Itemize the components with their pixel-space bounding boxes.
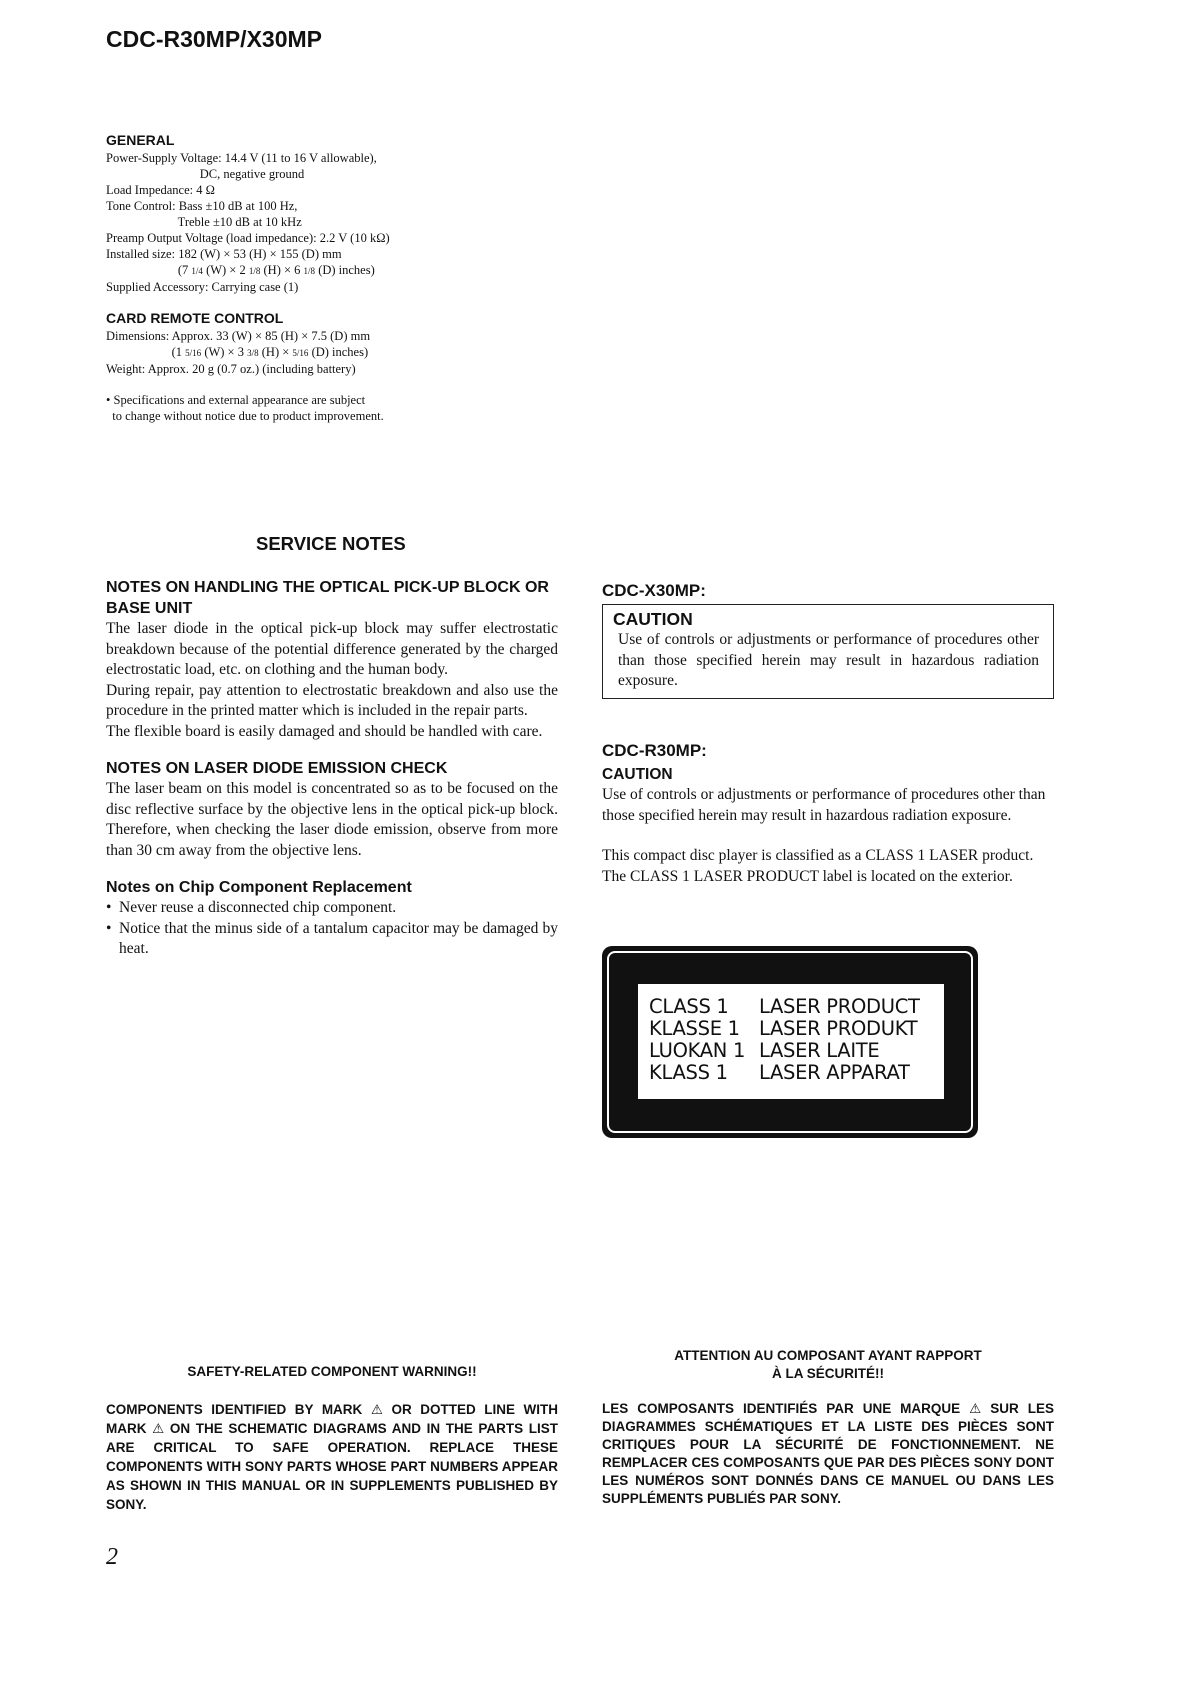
spec-line: Load Impedance: 4 Ω bbox=[106, 183, 215, 197]
spec-accessory: Supplied Accessory: Carrying case (1) bbox=[106, 280, 299, 294]
safety-warning-text bbox=[106, 1400, 558, 1514]
remote-specs bbox=[106, 310, 526, 377]
spec-text: (W) × 2 bbox=[202, 263, 249, 277]
warning-text: ON THE SCHEMATIC DIAGRAMS AND IN THE PARTS LIST ARE CRITICAL TO SAFE OPERATION. REPLACE THESE COMPONENTS WITH SONY PARTS WHOSE PART NUMBERS APPEAR AS SHOWN IN THIS MANUAL OR IN SUPPLEMENTS PUBLISHED BY SONY. bbox=[106, 1421, 558, 1512]
spec-line: Power-Supply Voltage: 14.4 V (11 to 16 V allowable), bbox=[106, 151, 377, 165]
handling-paragraph: The laser diode in the optical pick-up block may suffer electrostatic breakdown because of the potential difference generated by the charged electrostatic load, etc. on clothing and the human body. bbox=[106, 620, 558, 678]
spec-line: Preamp Output Voltage (load impedance): 2.2 V (10 kΩ) bbox=[106, 231, 390, 245]
warning-triangle-icon: ⚠ bbox=[969, 1401, 982, 1416]
spec-weight: Weight: Approx. 20 g (0.7 oz.) (including battery) bbox=[106, 362, 356, 376]
label-row bbox=[649, 1039, 880, 1062]
label-row bbox=[649, 1017, 918, 1040]
spec-text: (H) × bbox=[258, 345, 293, 359]
label-row-right: LASER PRODUCT bbox=[759, 995, 920, 1018]
safety-warning-text-fr bbox=[602, 1400, 1054, 1508]
spec-fraction: 1/8 bbox=[248, 266, 261, 276]
label-row-right: LASER LAITE bbox=[759, 1039, 880, 1062]
service-notes-title: SERVICE NOTES bbox=[256, 533, 406, 554]
spec-text: (D) inches) bbox=[315, 263, 375, 277]
spec-fraction: 1/4 bbox=[191, 266, 203, 276]
r30mp-section bbox=[602, 740, 1054, 887]
handling-paragraph: The flexible board is easily damaged and should be handled with care. bbox=[106, 722, 543, 740]
label-row-left: KLASS 1 bbox=[649, 1061, 728, 1084]
spec-size-inches bbox=[106, 262, 526, 279]
spec-text: (H) × 6 bbox=[260, 263, 304, 277]
laser-check-paragraph: The laser beam on this model is concentrated so as to be focused on the disc reflective surface by the objective lens in the optical pick-up block. Therefore, when checking the laser diode emission, observe from more than 30 cm away from the objective lens. bbox=[106, 780, 558, 859]
warning-triangle-icon: ⚠ bbox=[152, 1421, 165, 1436]
x30mp-caution-title: CAUTION bbox=[613, 609, 693, 629]
warning-title-line: ATTENTION AU COMPOSANT AYANT RAPPORT bbox=[674, 1348, 982, 1363]
x30mp-caution-box bbox=[602, 604, 1054, 699]
spec-line: DC, negative ground bbox=[106, 167, 305, 181]
spec-text: (7 bbox=[106, 263, 192, 277]
r30mp-caution-title: CAUTION bbox=[602, 766, 673, 783]
list-item-text: Never reuse a disconnected chip component. bbox=[119, 899, 397, 916]
label-row-left: LUOKAN 1 bbox=[649, 1039, 746, 1062]
spec-fraction: 1/8 bbox=[303, 266, 316, 276]
disclaimer-line: to change without notice due to product improvement. bbox=[106, 409, 384, 423]
spec-line: Installed size: 182 (W) × 53 (H) × 155 (D) mm bbox=[106, 247, 342, 261]
spec-line: Tone Control: Bass ±10 dB at 100 Hz, bbox=[106, 199, 298, 213]
list-item-text: Notice that the minus side of a tantalum capacitor may be damaged by heat. bbox=[119, 919, 558, 957]
label-row-left: KLASSE 1 bbox=[649, 1017, 740, 1040]
list-item: • Never reuse a disconnected chip component. bbox=[106, 899, 397, 916]
spec-disclaimer bbox=[106, 392, 526, 424]
laser-product-label bbox=[602, 946, 978, 1138]
page-number: 2 bbox=[106, 1544, 118, 1570]
handling-heading: NOTES ON HANDLING THE OPTICAL PICK-UP BLOCK OR BASE UNIT bbox=[106, 579, 549, 617]
x30mp-caution-text: Use of controls or adjustments or performance of procedures other than those specified herein may result in hazardous radiation exposure. bbox=[618, 631, 1039, 689]
remote-heading: CARD REMOTE CONTROL bbox=[106, 310, 284, 326]
x30mp-section bbox=[602, 580, 1054, 699]
page-title: CDC-R30MP/X30MP bbox=[106, 26, 322, 52]
general-specs bbox=[106, 132, 526, 295]
warning-triangle-icon: ⚠ bbox=[370, 1402, 383, 1417]
warning-text: LES COMPOSANTS IDENTIFIÉS PAR UNE MARQUE bbox=[602, 1401, 970, 1416]
spec-text: (W) × 3 bbox=[201, 345, 248, 359]
spec-line: Treble ±10 dB at 10 kHz bbox=[106, 215, 302, 229]
spec-text: (1 bbox=[106, 345, 186, 359]
label-row-right: LASER APPARAT bbox=[759, 1061, 910, 1084]
general-heading: GENERAL bbox=[106, 132, 175, 148]
warning-text: SUR LES DIAGRAMMES SCHÉMATIQUES ET LA LISTE DES PIÈCES SONT CRITIQUES POUR LA SÉCURITÉ DE FONCTIONNEMENT. NE REMPLACER CES COMPOSANTS QUE PAR DES PIÈCES SONY DONT LES NUMÉROS SONT DONNÉS DANS CE MANUEL OU DANS LES SUPPLÉMENTS PUBLIÉS PAR SONY. bbox=[602, 1401, 1054, 1506]
spec-fraction: 5/16 bbox=[185, 348, 202, 358]
warning-text: OR DOTTED LINE WITH MARK bbox=[106, 1402, 558, 1436]
chip-list bbox=[106, 898, 558, 960]
list-item: • Notice that the minus side of a tantalum capacitor may be damaged by heat. bbox=[106, 919, 558, 957]
spec-text: (D) inches) bbox=[308, 345, 369, 359]
safety-warning-title-fr bbox=[602, 1347, 1054, 1383]
x30mp-model: CDC-X30MP: bbox=[602, 581, 706, 600]
label-row-left: CLASS 1 bbox=[649, 995, 729, 1018]
warning-text: COMPONENTS IDENTIFIED BY MARK bbox=[106, 1402, 371, 1417]
chip-heading: Notes on Chip Component Replacement bbox=[106, 879, 412, 896]
safety-warning-title: SAFETY-RELATED COMPONENT WARNING!! bbox=[187, 1364, 477, 1379]
label-card bbox=[638, 984, 944, 1099]
disclaimer-line: • Specifications and external appearance are subject bbox=[106, 393, 366, 407]
handling-paragraph: During repair, pay attention to electrostatic breakdown and also use the procedure in the printed matter which is included in the repair parts. bbox=[106, 681, 558, 719]
spec-dimensions: Dimensions: Approx. 33 (W) × 85 (H) × 7.5 (D) mm bbox=[106, 329, 371, 343]
warning-title-line: À LA SÉCURITÉ!! bbox=[772, 1366, 884, 1381]
spec-fraction: 3/8 bbox=[247, 348, 259, 358]
spec-dim-inches bbox=[106, 344, 526, 361]
laser-check-heading: NOTES ON LASER DIODE EMISSION CHECK bbox=[106, 760, 448, 777]
r30mp-class-text: This compact disc player is classified as a CLASS 1 LASER product. The CLASS 1 LASER PRODUCT label is located on the exterior. bbox=[602, 847, 1034, 885]
r30mp-model: CDC-R30MP: bbox=[602, 741, 707, 760]
label-row-right: LASER PRODUKT bbox=[759, 1017, 918, 1040]
label-row bbox=[649, 995, 920, 1018]
r30mp-caution-text: Use of controls or adjustments or performance of procedures other than those specified herein may result in hazardous radiation exposure. bbox=[602, 786, 1046, 824]
spec-fraction: 5/16 bbox=[292, 348, 309, 358]
label-row bbox=[649, 1061, 910, 1084]
service-notes-left-column bbox=[106, 577, 558, 960]
